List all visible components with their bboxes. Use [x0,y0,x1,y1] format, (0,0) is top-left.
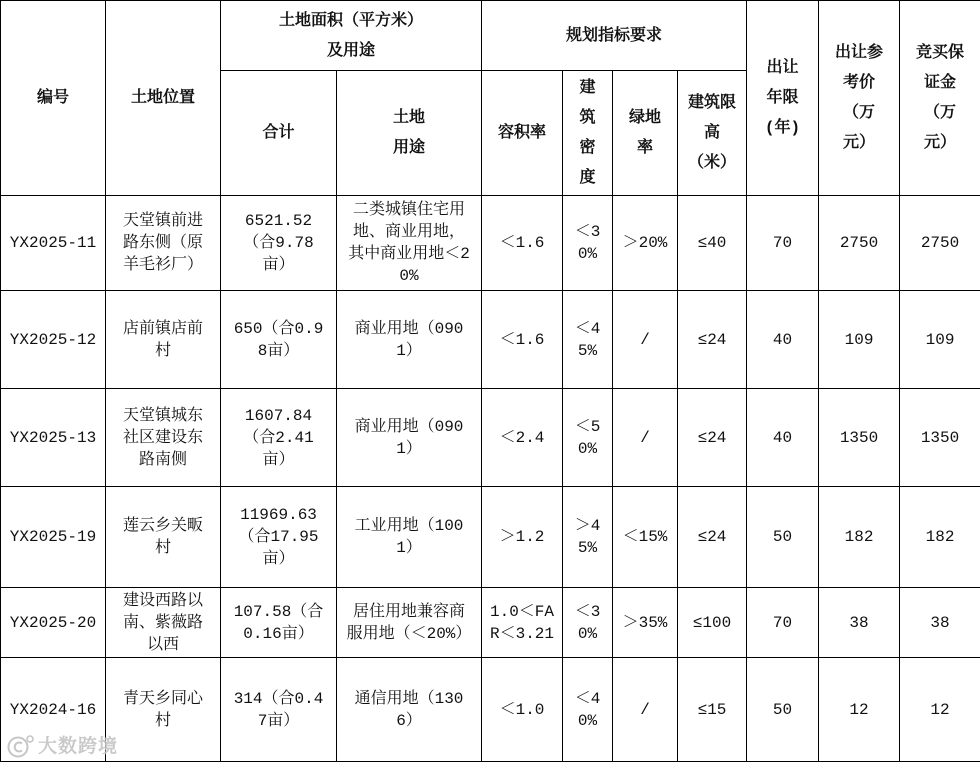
header-reference-price: 出让参考价（万元） [819,1,900,196]
cell-green-ratio: ＞35% [613,588,678,658]
cell-area: 314（合0.47亩） [221,658,337,762]
header-area-total: 合计 [221,71,337,196]
cell-reference-price: 1350 [819,389,900,487]
cell-far: ＜2.4 [482,389,563,487]
cell-green-ratio: / [613,291,678,389]
header-planning-requirements: 规划指标要求 [482,1,747,71]
header-location: 土地位置 [106,1,221,196]
cell-far: ＞1.2 [482,487,563,588]
cell-green-ratio: / [613,389,678,487]
table-header [1,1,980,196]
cell-area: 107.58（合0.16亩） [221,588,337,658]
cell-location: 莲云乡关畈村 [106,487,221,588]
header-building-density: 建筑密度 [563,71,613,196]
cell-parcel-id: YX2025-11 [1,196,106,291]
cell-reference-price: 182 [819,487,900,588]
cell-land-use: 商业用地（0901） [337,291,482,389]
header-area-and-use-label: 土地面积（平方米）及用途 [278,11,423,60]
cell-green-ratio: ＜15% [613,487,678,588]
cell-deposit: 182 [900,487,980,588]
header-deposit: 竞买保证金（万元） [900,1,980,196]
cell-far: ＜1.0 [482,658,563,762]
table-row [1,487,980,588]
cell-area: 650（合0.98亩） [221,291,337,389]
cell-term-years: 70 [747,588,819,658]
header-far: 容积率 [482,71,563,196]
cell-land-use: 工业用地（1001） [337,487,482,588]
cell-green-ratio: / [613,658,678,762]
header-term-years: 出让年限(年) [747,1,819,196]
cell-deposit: 2750 [900,196,980,291]
cell-location: 天堂镇前进路东侧（原羊毛衫厂） [106,196,221,291]
cell-land-use: 二类城镇住宅用地、商业用地，其中商业用地＜20% [337,196,482,291]
cell-location: 店前镇店前村 [106,291,221,389]
table-row [1,291,980,389]
header-area-and-use [221,1,482,71]
cell-area: 6521.52（合9.78亩） [221,196,337,291]
cell-term-years: 40 [747,291,819,389]
header-green-ratio: 绿地率 [613,71,678,196]
cell-far: ＜1.6 [482,291,563,389]
cell-height-limit: ≤40 [678,196,747,291]
cell-parcel-id: YX2025-13 [1,389,106,487]
cell-building-density: ＞45% [563,487,613,588]
table-row [1,658,980,762]
cell-location: 青天乡同心村 [106,658,221,762]
cell-parcel-id: YX2025-19 [1,487,106,588]
cell-building-density: ＜30% [563,196,613,291]
header-parcel-id: 编号 [1,1,106,196]
cell-land-use: 商业用地（0901） [337,389,482,487]
cell-deposit: 109 [900,291,980,389]
cell-term-years: 40 [747,389,819,487]
cell-parcel-id: YX2024-16 [1,658,106,762]
cell-building-density: ＜40% [563,658,613,762]
cell-height-limit: ≤15 [678,658,747,762]
cell-far: ＜1.6 [482,196,563,291]
cell-reference-price: 2750 [819,196,900,291]
cell-height-limit: ≤100 [678,588,747,658]
cell-land-use: 通信用地（1306） [337,658,482,762]
table-row [1,196,980,291]
cell-building-density: ＜50% [563,389,613,487]
cell-location: 建设西路以南、紫薇路以西 [106,588,221,658]
header-height-limit: 建筑限高（米） [678,71,747,196]
cell-reference-price: 12 [819,658,900,762]
cell-building-density: ＜45% [563,291,613,389]
cell-parcel-id: YX2025-20 [1,588,106,658]
cell-reference-price: 109 [819,291,900,389]
cell-term-years: 50 [747,658,819,762]
cell-term-years: 70 [747,196,819,291]
cell-building-density: ＜30% [563,588,613,658]
table-body [1,196,980,762]
cell-land-use: 居住用地兼容商服用地（＜20%） [337,588,482,658]
cell-deposit: 1350 [900,389,980,487]
cell-height-limit: ≤24 [678,389,747,487]
cell-far: 1.0＜FAR＜3.21 [482,588,563,658]
cell-parcel-id: YX2025-12 [1,291,106,389]
cell-height-limit: ≤24 [678,487,747,588]
cell-reference-price: 38 [819,588,900,658]
cell-term-years: 50 [747,487,819,588]
watermark-text: 大数跨境 [38,735,119,757]
cell-area: 1607.84（合2.41亩） [221,389,337,487]
cell-deposit: 38 [900,588,980,658]
header-land-use-label: 土地用途 [392,109,425,157]
cell-location: 天堂镇城东社区建设东路南侧 [106,389,221,487]
table-row [1,588,980,658]
cell-deposit: 12 [900,658,980,762]
cell-area: 11969.63（合17.95亩） [221,487,337,588]
cell-height-limit: ≤24 [678,291,747,389]
header-land-use [337,71,482,196]
header-row-top [1,1,980,71]
table-row [1,389,980,487]
cell-green-ratio: ＞20% [613,196,678,291]
